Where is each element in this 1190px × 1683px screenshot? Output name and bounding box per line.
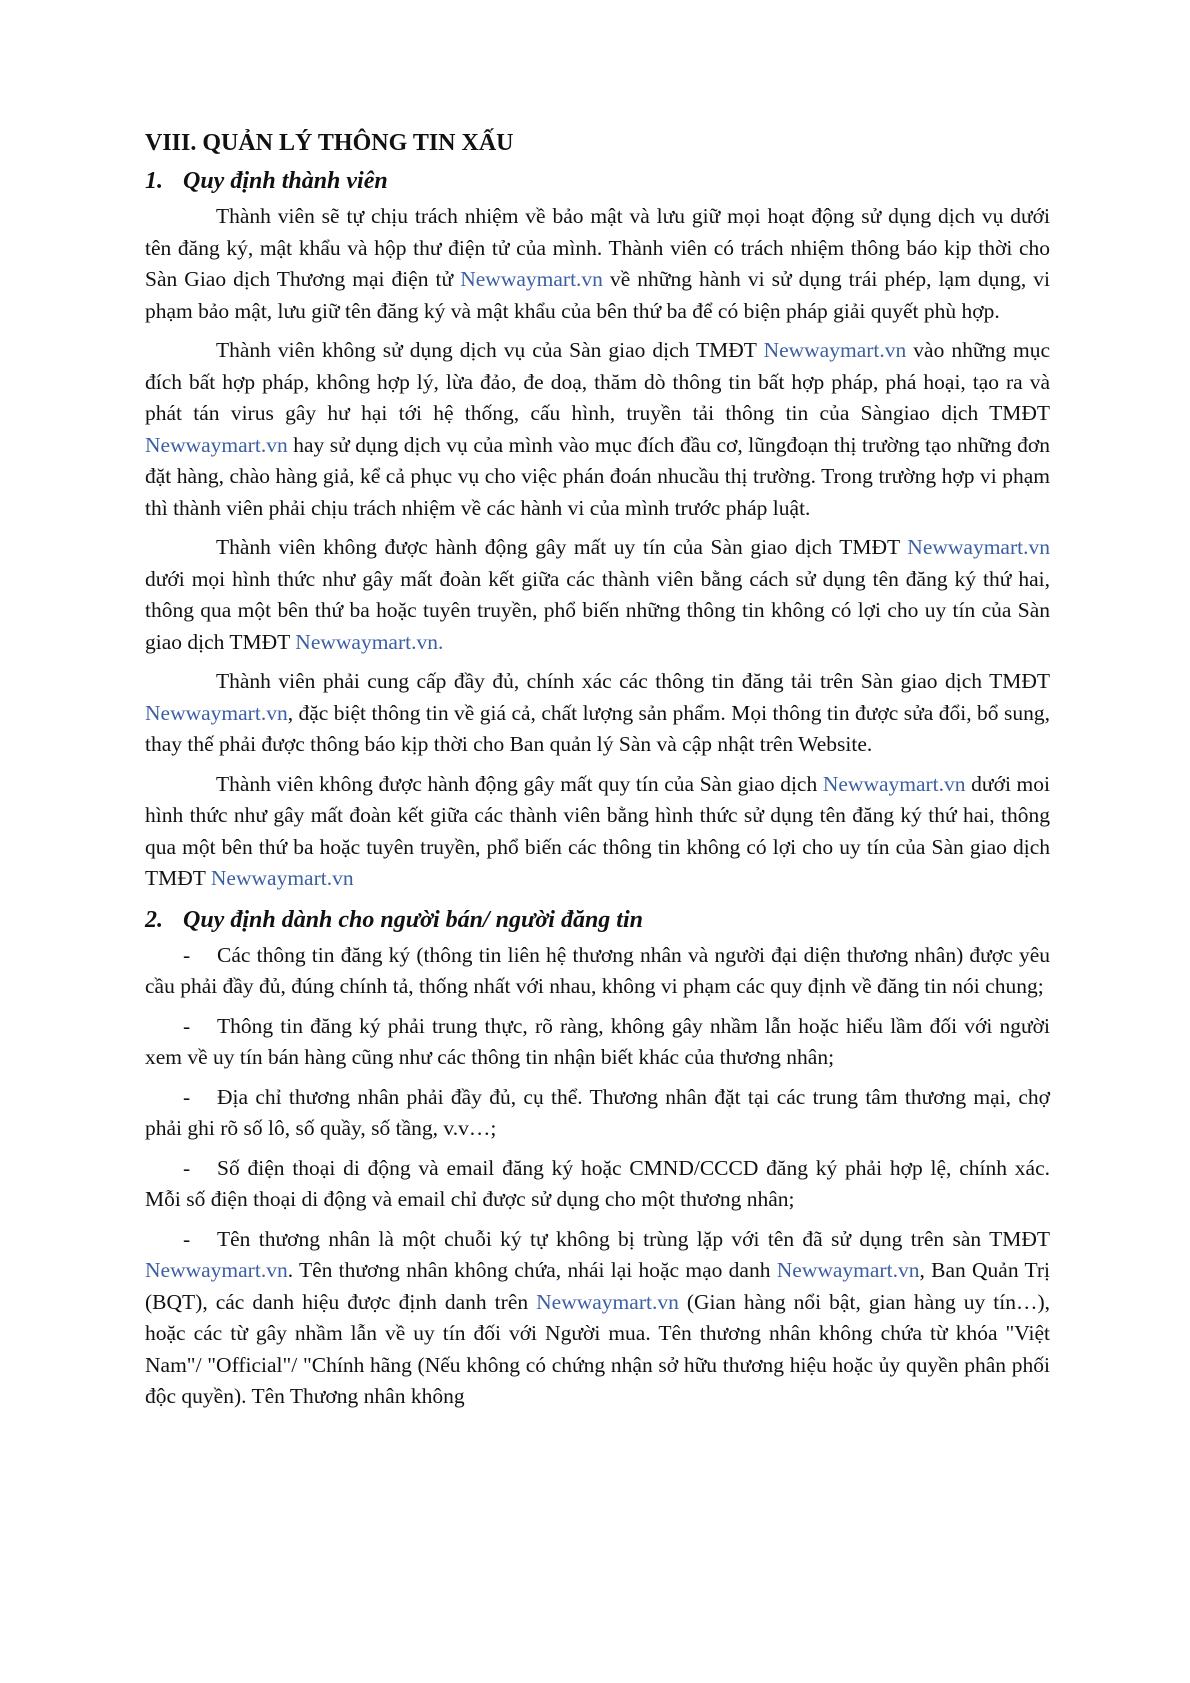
bullet-dash: - — [183, 1155, 191, 1180]
newwaymart-link[interactable]: Newwaymart.vn — [763, 338, 907, 362]
newwaymart-link[interactable]: Newwaymart.vn — [145, 700, 288, 725]
list-item-text: Thông tin đăng ký phải trung thực, rõ ràng, không gây nhầm lẫn hoặc hiểu lầm đối với người xem về uy tín bán hàng cũng như các thông tin nhận biết khác của thương nhân; — [145, 1013, 1050, 1069]
bullet-dash: - — [183, 1084, 191, 1109]
newwaymart-link[interactable]: Newwaymart.vn — [907, 535, 1050, 559]
list-item-text: Địa chỉ thương nhân phải đầy đủ, cụ thể. Thương nhân đặt tại các trung tâm thương mại, chợ phải ghi rõ số lô, số quầy, số tầng, v.v…; — [145, 1084, 1050, 1140]
paragraph-4 — [145, 666, 1050, 761]
paragraph-text: vào những mục đích bất hợp pháp, không hợp lý, lừa đảo, đe doạ, thăm dò thông tin bất hợp pháp, phá hoại, tạo ra và phát tán virus gây hư hại tới hệ thống, cấu hình, truyền tải thông tin của Sàngiao dịch TMĐT — [145, 338, 1050, 425]
paragraph-2 — [145, 335, 1050, 524]
paragraph-text: dưới moi hình thức như gây mất đoàn kết giữa các thành viên bằng hình thức sử dụng tên đăng ký thứ hai, thông qua một bên thứ ba hoặc tuyên truyền, phổ biến các thông tin không có lợi cho uy tín của Sàn giao dịch TMĐT — [145, 771, 1050, 890]
newwaymart-link[interactable]: Newwaymart.vn — [295, 629, 438, 654]
page-content — [145, 126, 1050, 1421]
subsection-2-heading — [145, 903, 1050, 937]
list-item-text: Các thông tin đăng ký (thông tin liên hệ thương nhân và người đại diện thương nhân) được yêu cầu phải đầy đủ, đúng chính tả, thống nhất với nhau, không vi phạm các quy định về đăng tin nói chung; — [145, 942, 1050, 998]
bullet-dash: - — [183, 1013, 191, 1038]
newwaymart-link[interactable]: Newwaymart.vn — [460, 267, 603, 291]
subsection-title: Quy định dành cho người bán/ người đăng tin — [183, 906, 643, 933]
newwaymart-link[interactable]: Newwaymart.vn — [536, 1289, 679, 1314]
list-item-text: Tên thương nhân là một chuỗi ký tự không bị trùng lặp với tên đã sử dụng trên sàn TMĐT — [217, 1226, 1050, 1251]
paragraph-text: về những hành vi sử dụng trái phép, lạm dụng, vi phạm bảo mật, lưu giữ tên đăng ký và mật khẩu của bên thứ ba để có biện pháp giải quyết phù hợp. — [145, 267, 1050, 323]
newwaymart-link[interactable]: Newwaymart.vn — [145, 432, 288, 457]
bullet-dash: - — [183, 942, 191, 967]
list-item — [145, 1153, 1050, 1216]
list-item — [145, 1082, 1050, 1145]
section-title: VIII. QUẢN LÝ THÔNG TIN XẤU — [145, 130, 514, 156]
list-item-text: Số điện thoại di động và email đăng ký hoặc CMND/CCCD đăng ký phải hợp lệ, chính xác. Mỗi số điện thoại di động và email chỉ được sử dụng cho một thương nhân; — [145, 1155, 1050, 1211]
subsection-number: 2. — [145, 906, 163, 933]
paragraph-text: Thành viên không được hành động gây mất quy tín của Sàn giao dịch — [216, 771, 823, 796]
newwaymart-link[interactable]: Newwaymart.vn — [145, 1258, 288, 1282]
paragraph-text: Thành viên không được hành động gây mất uy tín của Sàn giao dịch TMĐT — [216, 535, 908, 559]
list-item-text: . Tên thương nhân không chứa, nhái lại hoặc mạo danh — [287, 1258, 777, 1282]
subsection-1-heading — [145, 164, 1050, 198]
newwaymart-link[interactable]: Newwaymart.vn — [822, 771, 966, 796]
list-item-text: , Ban Quản Trị (BQT), các danh hiệu được định danh trên — [145, 1258, 1050, 1314]
list-item — [145, 1011, 1050, 1074]
subsection-title: Quy định thành viên — [183, 168, 388, 194]
paragraph-text: Thành viên sẽ tự chịu trách nhiệm về bảo mật và lưu giữ mọi hoạt động sử dụng dịch vụ dưới tên đăng ký, mật khẩu và hộp thư điện tử của mình. Thành viên có trách nhiệm thông báo kịp thời cho Sàn Giao dịch Thương mại điện tử — [145, 204, 1050, 291]
paragraph-text: Thành viên phải cung cấp đầy đủ, chính xác các thông tin đăng tải trên Sàn giao dịch TMĐT — [216, 669, 1050, 693]
newwaymart-link[interactable]: Newwaymart.vn — [210, 866, 354, 890]
paragraph-text: dưới mọi hình thức như gây mất đoàn kết giữa các thành viên bằng cách sử dụng tên đăng ký thứ hai, thông qua một bên thứ ba hoặc tuyên truyền, phổ biến những thông tin không có lợi cho uy tín của Sàn giao dịch TMĐT — [145, 566, 1050, 654]
paragraph-text: , đặc biệt thông tin về giá cả, chất lượng sản phẩm. Mọi thông tin được sửa đổi, bổ sung, thay thế phải được thông báo kịp thời cho Ban quản lý Sàn và cập nhật trên Website. — [145, 700, 1050, 756]
list-item — [145, 1224, 1050, 1413]
list-item-text: (Gian hàng nổi bật, gian hàng uy tín…), hoặc các từ gây nhầm lẫn về uy tín đối với Người mua. Tên thương nhân không chứa từ khóa "Việt Nam"/ "Official"/ "Chính hãng (Nếu không có chứng nhận sở hữu thương hiệu hoặc ủy quyền phân phối độc quyền). Tên Thương nhân không — [145, 1289, 1050, 1408]
subsection-number: 1. — [145, 168, 163, 194]
list-item — [145, 940, 1050, 1003]
paragraph-text: . — [438, 629, 444, 654]
paragraph-3 — [145, 532, 1050, 658]
bullet-dash: - — [183, 1226, 191, 1251]
paragraph-1 — [145, 201, 1050, 327]
paragraph-text: hay sử dụng dịch vụ của mình vào mục đích đầu cơ, lũngđoạn thị trường tạo những đơn đặt hàng, chào hàng giả, kể cả phục vụ cho việc phán đoán nhucầu thị trường. Trong trường hợp vi phạm thì thành viên phải chịu trách nhiệm về các hành vi của mình trước pháp luật. — [145, 432, 1050, 520]
newwaymart-link[interactable]: Newwaymart.vn — [776, 1258, 920, 1282]
paragraph-5 — [145, 769, 1050, 895]
paragraph-text: Thành viên không sử dụng dịch vụ của Sàn giao dịch TMĐT — [216, 338, 764, 362]
